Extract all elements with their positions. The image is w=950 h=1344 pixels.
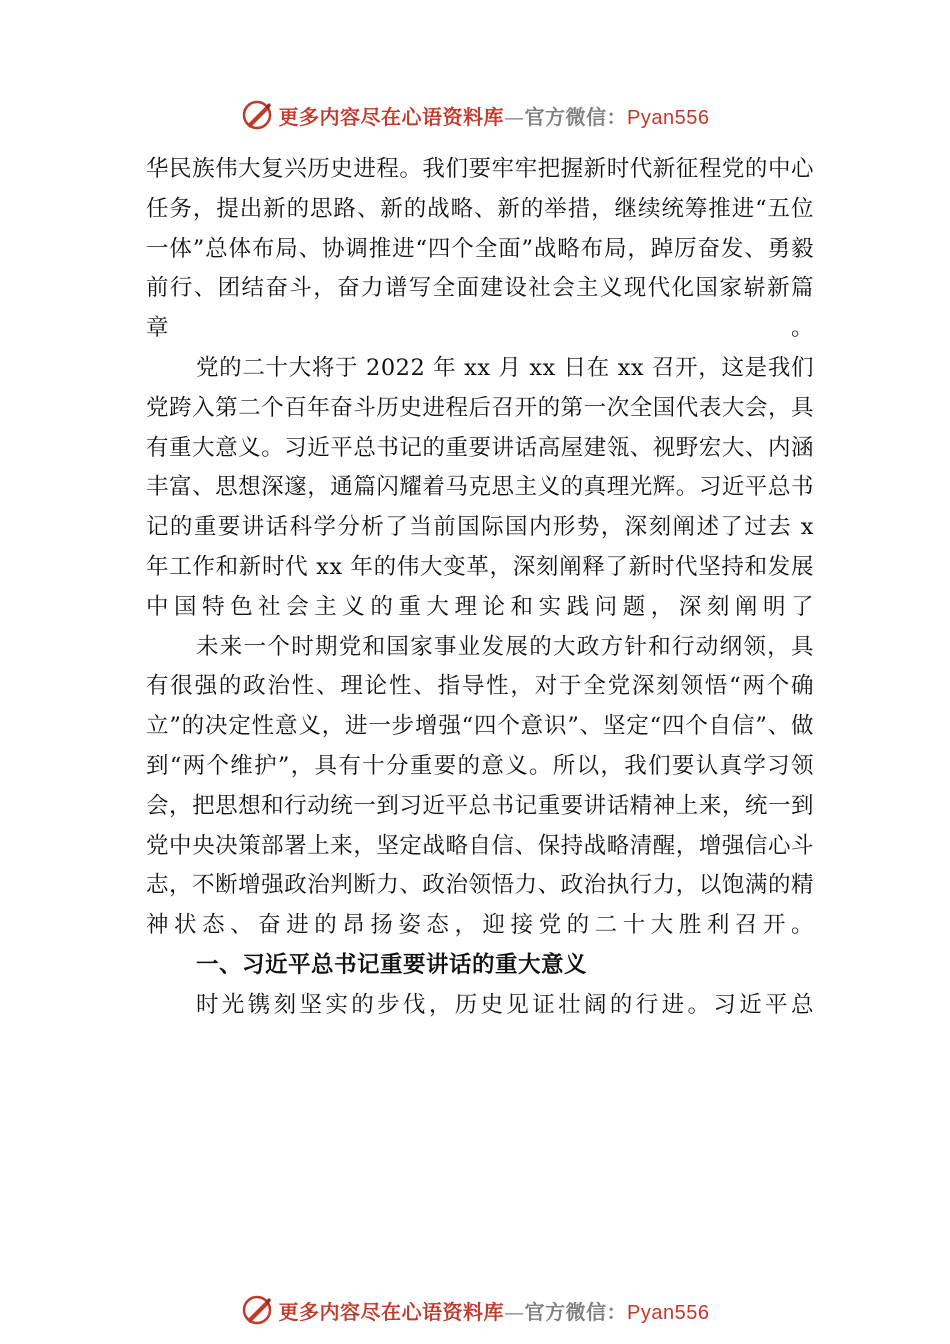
header-watermark (0, 95, 950, 135)
header-dash: — (504, 104, 525, 129)
header-slogan: 更多内容尽在心语资料库 (278, 104, 505, 129)
header-wechat-id: Pyan556 (627, 106, 710, 129)
header-wechat-label: 官方微信： (524, 104, 628, 129)
paragraph-3: 未来一个时期党和国家事业发展的大政方针和行动纲领，具有很强的政治性、理论性、指导性，对于全党深刻领悟“两个确立”的决定性意义，进一步增强“四个意识”、坚定“四个自信”、做到“两个维护”，具有十分重要的意义。所以，我们要认真学习领会，把思想和行动统一到习近平总书记重要讲话精神上来，统一到党中央决策部署上来，坚定战略自信、保持战略清醒，增强信心斗志，不断增强政治判断力、政治领悟力、政治执行力，以饱满的精神状态、奋进的昂扬姿态，迎接党的二十大胜利召开。 (146, 633, 814, 939)
footer-wechat-id: Pyan556 (627, 1301, 710, 1324)
footer-dash: — (504, 1299, 525, 1324)
footer-slogan: 更多内容尽在心语资料库 (278, 1299, 505, 1324)
document-body (146, 150, 814, 1026)
footer-wechat-label: 官方微信： (524, 1299, 628, 1324)
paragraph-1: 华民族伟大复兴历史进程。我们要牢牢把握新时代新征程党的中心任务，提出新的思路、新的战略、新的举措，继续统筹推进“五位一体”总体布局、协调推进“四个全面”战略布局，踔厉奋发、勇毅前行、团结奋斗，奋力谱写全面建设社会主义现代化国家崭新篇章。 (146, 156, 814, 342)
pen-circle-logo-icon (241, 1294, 273, 1326)
paragraph-4: 时光镌刻坚实的步伐，历史见证壮阔的行进。习近平总 (196, 991, 814, 1018)
pen-circle-logo-icon (241, 99, 273, 131)
section-heading-1: 一、习近平总书记重要讲话的重大意义 (196, 951, 588, 978)
paragraph-2: 党的二十大将于 2022 年 xx 月 xx 日在 xx 召开，这是我们党跨入第二个百年奋斗历史进程后召开的第一次全国代表大会，具有重大意义。习近平总书记的重要讲话高屋建瓴、视野宏大、内涵丰富、思想深邃，通篇闪耀着马克思主义的真理光辉。习近平总书记的重要讲话科学分析了当前国际国内形势，深刻阐述了过去 x 年工作和新时代 xx 年的伟大变革，深刻阐释了新时代坚持和发展中国特色社会主义的重大理论和实践问题，深刻阐明了 (146, 354, 814, 620)
footer-watermark (0, 1290, 950, 1330)
